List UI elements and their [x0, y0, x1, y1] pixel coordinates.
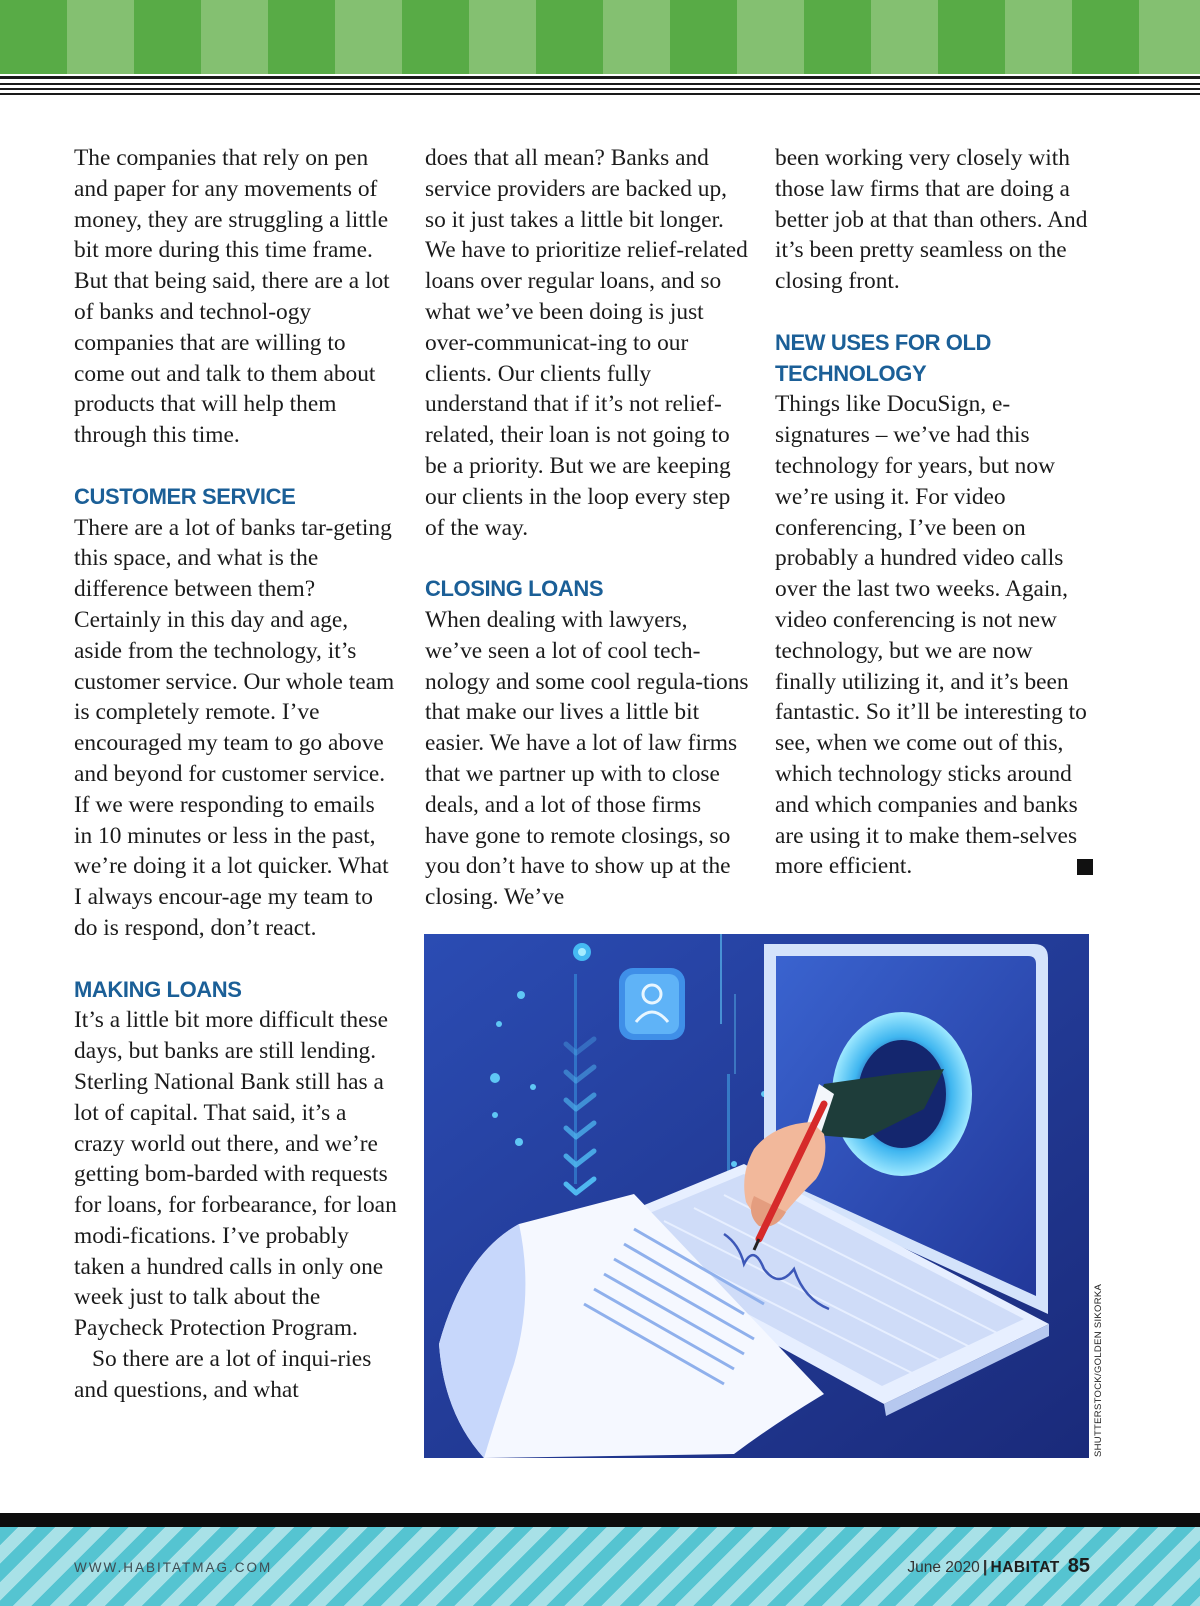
body-paragraph: It’s a little bit more difficult these days, but banks are still lending. Sterling National Bank still has a lot of capital. That said, it’s a crazy world out there, and we’re getting bom-barded with requests for loans, for forbearance, for loan modi-fications. I’ve probably taken a hundred calls in only one week just to talk about the Paycheck Protection Program. [74, 1007, 397, 1342]
body-paragraph: When dealing with lawyers, we’ve seen a lot of cool tech-nology and some cool regula-tions that make our lives a little bit easier. We have a lot of law firms that we partner up with to close deals, and a lot of those firms have gone to remote closings, so you don’t have to show up at the closing. We’ve [425, 606, 749, 911]
body-paragraph: does that all mean? Banks and service providers are backed up, so it just takes a little bit longer. We have to prioritize relief-related loans over regular loans, and so what we’ve been doing is just over-communicat-ing to our clients. Our clients fully understand that if it’s not relief-related, their loan is not going to be a priority. But we are keeping our clients in the loop every step of the way. [425, 145, 748, 541]
folio-separator: | [982, 1557, 988, 1576]
footer-bar [0, 1513, 1200, 1527]
issue-date: June 2020 [907, 1559, 980, 1576]
top-rules [0, 74, 1200, 100]
body-paragraph-text: Things like DocuSign, e-signatures – we’ve had this technology for years, but now we’re using it. For video conferencing, I’ve been on probably a hundred video calls over the last two weeks. Again, video conferencing is not new technology, but we are now finally utilizing it, and it’s been fantastic. So it’ll be interesting to see, when we come out of this, which technology sticks around and which companies and banks are using it to make them-selves more efficient. [775, 391, 1087, 880]
end-mark-icon [1077, 859, 1093, 875]
body-paragraph: been working very closely with those law firms that are doing a better job at that than others. And it’s been pretty seamless on the closing front. [775, 145, 1088, 295]
magazine-name: HABITAT [990, 1559, 1060, 1576]
footer-url: WWW.HABITATMAG.COM [74, 1560, 273, 1575]
body-paragraph [775, 389, 1095, 882]
section-heading-new-uses: NEW USES FOR OLD TECHNOLOGY [775, 329, 992, 386]
section-heading-closing-loans: CLOSING LOANS [425, 576, 604, 602]
column-1 [74, 143, 398, 1406]
column-2 [425, 143, 750, 913]
body-paragraph: So there are a lot of inqui-ries and questions, and what [74, 1346, 372, 1403]
page-number: 85 [1067, 1555, 1090, 1577]
top-stripe-band [0, 0, 1200, 74]
body-paragraph: There are a lot of banks tar-geting this space, and what is the difference between them? Certainly in this day and age, aside from the technology, it’s customer service. Our whole team is completely remote. I’ve encouraged my team to go above and beyond for customer service. If we were responding to emails in 10 minutes or less in the past, we’re doing it a lot quicker. What I always encour-age my team to do is respond, don’t react. [74, 514, 395, 941]
illustration-svg [424, 934, 1089, 1458]
body-paragraph: The companies that rely on pen and paper for any movements of money, they are struggling a little bit more during this time frame. But that being said, there are a lot of banks and technol-ogy companies that are willing to come out and talk to them about products that will help them through this time. [74, 145, 390, 449]
column-3 [775, 143, 1095, 882]
footer-folio [907, 1555, 1090, 1578]
photo-credit: SHUTTERSTOCK/GOLDEN SIKORKA [1093, 1283, 1104, 1457]
e-signature-illustration [424, 934, 1089, 1458]
section-heading-customer-service: CUSTOMER SERVICE [74, 483, 296, 509]
section-heading-making-loans: MAKING LOANS [74, 976, 242, 1002]
